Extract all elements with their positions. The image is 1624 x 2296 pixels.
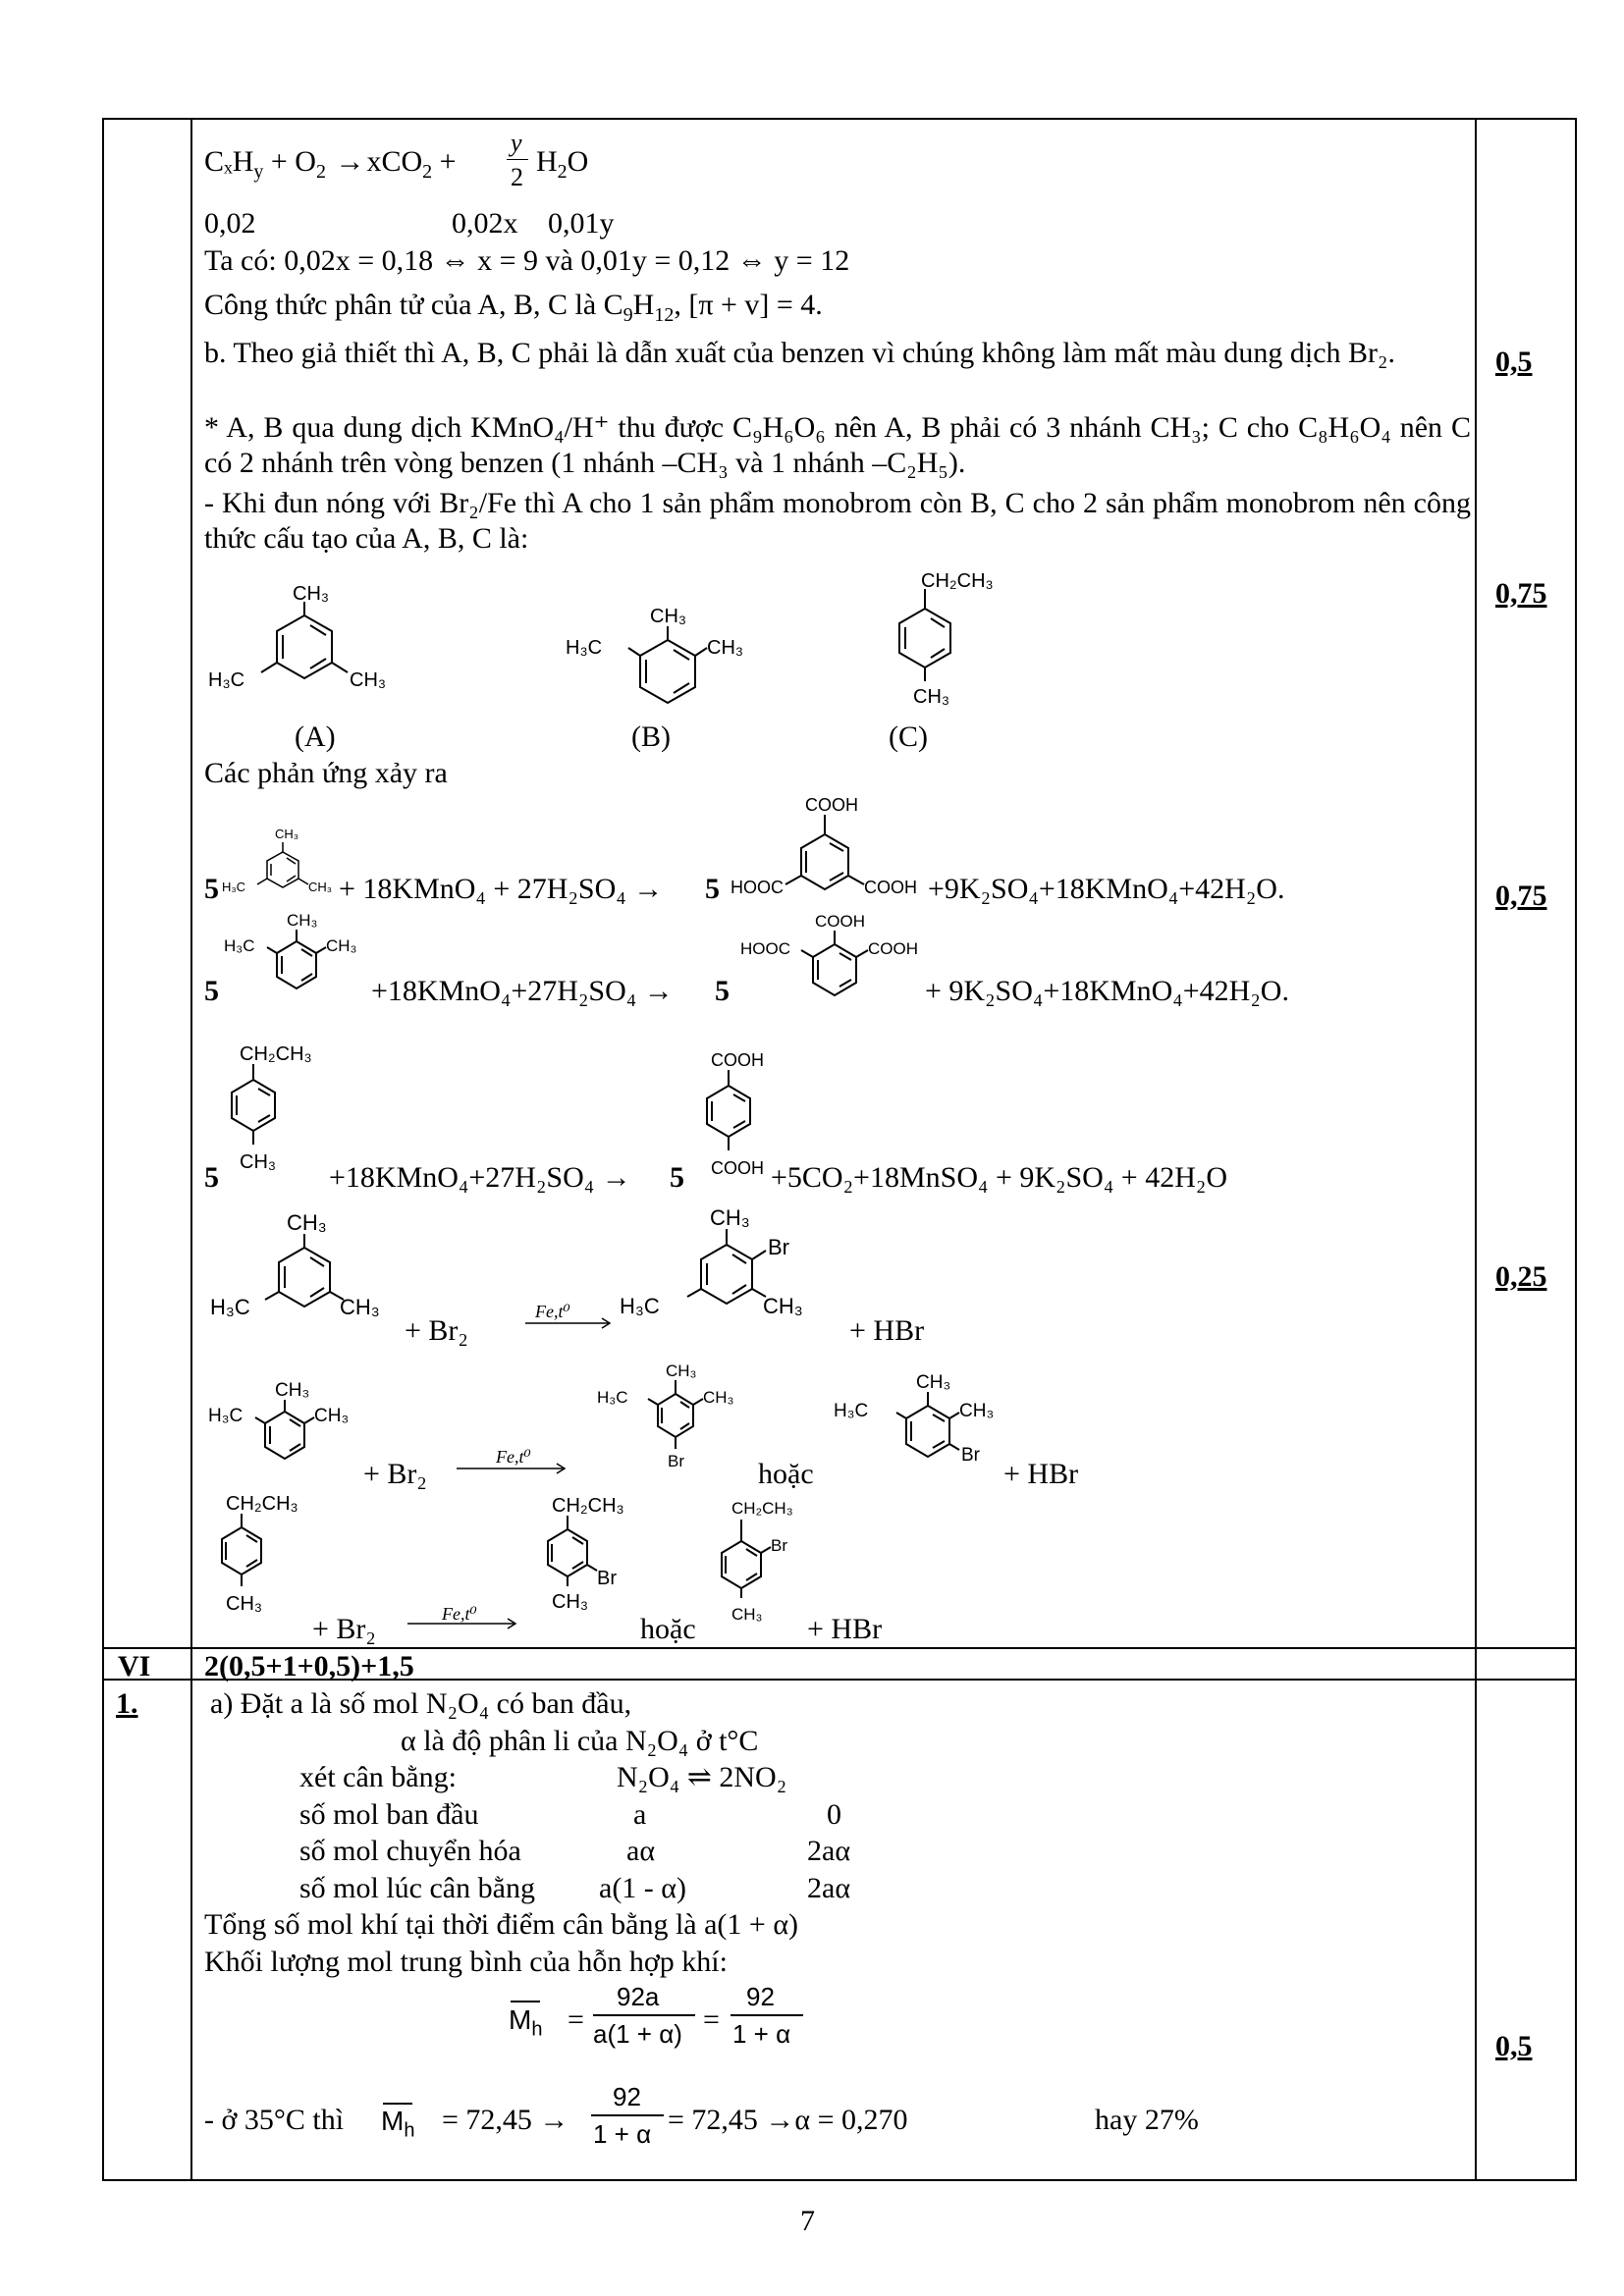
br3-plus: + Br₂ <box>312 1613 376 1645</box>
label-cooh: COOH <box>711 1050 764 1070</box>
row2-label: số mol chuyển hóa <box>299 1835 521 1867</box>
score-3: 0,75 <box>1495 880 1547 912</box>
label-ch3: CH₃ <box>226 1593 263 1615</box>
label-ch3: CH₃ <box>763 1294 803 1318</box>
score-4: 0,25 <box>1495 1260 1547 1293</box>
label-br: Br <box>771 1536 787 1555</box>
last-pre: - ở 35°C thì <box>204 2104 345 2136</box>
row2-a: aα <box>626 1835 656 1867</box>
label-ch3: CH₃ <box>308 880 333 894</box>
page-number: 7 <box>800 2205 815 2237</box>
label-b: (B) <box>631 721 671 753</box>
br2-arrow <box>457 1461 569 1476</box>
section-vi-formula: 2(0,5+1+0,5)+1,5 <box>204 1650 414 1682</box>
label-cooh: COOH <box>864 878 917 897</box>
br1-plus: + Br₂ <box>405 1314 468 1347</box>
structure-c <box>864 560 1021 717</box>
label-ch3: CH₃ <box>707 637 744 659</box>
rx1-mid: + 18KMnO₄ + 27H₂SO₄ → <box>339 873 664 905</box>
label-hooc: HOOC <box>731 878 784 897</box>
ta-co-line: Ta có: 0,02x = 0,18 ⇔ x = 9 và 0,01y = 0,12 ⇔ y = 12 <box>204 244 850 277</box>
label-br: Br <box>768 1235 789 1259</box>
label-ch3: CH₃ <box>314 1406 350 1426</box>
rx3-coef2: 5 <box>670 1161 684 1194</box>
label-h3c: H₃C <box>222 880 246 894</box>
score-2: 0,75 <box>1495 577 1547 610</box>
part2-equilibrium: N₂O₄ ⇌ 2NO₂ <box>617 1761 787 1793</box>
label-ch3: CH₃ <box>350 669 387 691</box>
tong-so-mol: Tổng số mol khí tại thời điểm cân bằng là a(1 + α) <box>204 1908 799 1941</box>
row3-label: số mol lúc cân bằng <box>299 1872 535 1904</box>
rx3-mid: +18KMnO₄+27H₂SO₄ → <box>329 1161 631 1194</box>
br3-hbr: + HBr <box>807 1613 883 1645</box>
rx2-reactant <box>218 908 365 1016</box>
label-h3c: H₃C <box>208 1406 244 1426</box>
label-ch3: CH₃ <box>916 1372 951 1393</box>
question-number: 1. <box>116 1687 138 1720</box>
label-ch3: CH₃ <box>710 1205 750 1230</box>
row1-label: số mol ban đầu <box>299 1798 479 1831</box>
mh-symbol: $M_h$ <box>509 2004 543 2041</box>
label-ch2ch3: CH₂CH₃ <box>240 1043 312 1065</box>
label-h3c: H₃C <box>620 1294 660 1318</box>
para-b: b. Theo giả thiết thì A, B, C phải là dẫn xuất của benzen vì chúng không làm mất màu dung dịch Br₂. <box>204 337 1395 369</box>
label-ch3: CH₃ <box>703 1388 734 1407</box>
section-vi-label: VI <box>118 1650 151 1682</box>
combustion-equation: $C_xH_y + O_2 \to xCO_2$ + <box>204 145 457 183</box>
br2-product-1 <box>589 1343 756 1490</box>
br1-reactant <box>206 1212 403 1340</box>
label-ch2ch3: CH₂CH₃ <box>552 1495 624 1517</box>
mol-3: 0,01y <box>548 207 615 240</box>
col-divider-1 <box>190 120 192 2179</box>
para-star: * A, B qua dung dịch KMnO₄/H⁺ thu được C₉H₆O₆ nên A, B phải có 3 nhánh CH₃; C cho C₈H₆O₄ nên C có 2 nhánh trên vòng benzen (1 nhánh –CH₃ và 1 nhánh –C₂H₅). <box>204 411 1471 479</box>
label-cooh: COOH <box>805 795 858 815</box>
rx2-tail: + 9K₂SO₄+18KMnO₄+42H₂O. <box>925 975 1289 1007</box>
rx1-tail: +9K₂SO₄+18KMnO₄+42H₂O. <box>928 873 1285 905</box>
rx1-coef: 5 <box>204 873 219 905</box>
label-h3c: H₃C <box>597 1388 628 1407</box>
cong-thuc-line: Công thức phân tử của A, B, C là $C_9H_{12}$, [π + v] = 4. <box>204 289 823 326</box>
part2-a1: a) Đặt a là số mol N₂O₄ có ban đầu, <box>210 1687 632 1720</box>
part2-xet: xét cân bằng: <box>299 1761 457 1793</box>
last-pct: hay 27% <box>1095 2104 1199 2136</box>
br1-hbr: + HBr <box>849 1314 925 1347</box>
rx2-product <box>727 893 943 1021</box>
row1-b: 0 <box>827 1798 841 1831</box>
label-ch3: CH₃ <box>326 936 357 955</box>
row3-b: 2aα <box>807 1872 851 1904</box>
br2-hoac: hoặc <box>758 1458 814 1490</box>
f1-den: a(1 + α) <box>593 2019 682 2049</box>
label-h3c: H₃C <box>566 637 603 659</box>
br3-arrow <box>407 1616 520 1631</box>
last-eq: = 72,45 → <box>442 2104 569 2136</box>
mol-1: 0,02 <box>204 207 256 240</box>
br3-reactant <box>208 1490 326 1647</box>
rx1-reactant <box>218 825 346 913</box>
label-br: Br <box>597 1568 617 1589</box>
last-mh: $M_h$ <box>381 2106 415 2142</box>
label-ch3: CH₃ <box>340 1295 380 1319</box>
mh-equals-1: = <box>568 2003 584 2036</box>
rx2-mid: +18KMnO₄+27H₂SO₄ → <box>371 975 674 1007</box>
label-cooh: COOH <box>815 912 865 931</box>
label-ch3: CH₃ <box>959 1401 995 1421</box>
label-ch3: CH₃ <box>275 827 299 841</box>
br1-cond: Fe,t⁰ <box>535 1302 570 1321</box>
label-ch3: CH₃ <box>293 583 330 605</box>
br2-reactant <box>206 1374 373 1482</box>
br2-cond: Fe,t⁰ <box>496 1447 531 1467</box>
label-h3c: H₃C <box>210 1295 250 1319</box>
label-a: (A) <box>295 721 336 753</box>
label-h3c: H₃C <box>208 669 245 691</box>
label-br: Br <box>961 1445 980 1466</box>
br2-plus: + Br₂ <box>363 1458 427 1490</box>
f2-num: 92 <box>746 1982 775 2011</box>
br1-product <box>614 1190 839 1337</box>
khoi-luong-mol: Khối lượng mol trung bình của hỗn hợp khí: <box>204 1946 728 1978</box>
label-ch2ch3: CH₂CH₃ <box>921 570 994 592</box>
rx3-reactant <box>218 1041 346 1198</box>
last-mid: = 72,45 →α = 0,270 <box>668 2104 908 2136</box>
frac-y-num: y <box>511 129 522 157</box>
label-ch3: CH₃ <box>666 1362 697 1380</box>
row2-b: 2aα <box>807 1835 851 1867</box>
col-divider-2 <box>1475 120 1477 2179</box>
br1-arrow <box>525 1315 614 1331</box>
structure-b <box>560 599 776 717</box>
structure-a <box>206 584 403 712</box>
label-c: (C) <box>889 721 928 753</box>
label-ch3: CH₃ <box>731 1605 763 1624</box>
score-1: 0,5 <box>1495 346 1533 378</box>
label-ch3: CH₃ <box>913 686 950 708</box>
para-dash: - Khi đun nóng với Br₂/Fe thì A cho 1 sản phẩm monobrom còn B, C cho 2 sản phẩm monobrom nên công thức cấu tạo của A, B, C là: <box>204 487 1471 555</box>
last-f-num: 92 <box>613 2082 641 2111</box>
label-ch2ch3: CH₂CH₃ <box>226 1493 298 1515</box>
last-f-den: 1 + α <box>593 2119 652 2149</box>
rx1-coef2: 5 <box>705 873 720 905</box>
rx2-coef: 5 <box>204 975 219 1007</box>
label-h3c: H₃C <box>224 936 255 955</box>
mol-2: 0,02x <box>452 207 518 240</box>
f2-den: 1 + α <box>732 2019 791 2049</box>
label-ch3: CH₃ <box>552 1591 589 1613</box>
label-ch2ch3: CH₂CH₃ <box>731 1499 793 1518</box>
label-ch3: CH₃ <box>275 1380 310 1401</box>
br2-product-2 <box>830 1364 1016 1482</box>
rx2-coef2: 5 <box>715 975 730 1007</box>
label-ch3: CH₃ <box>287 1210 327 1235</box>
mh-equals-2: = <box>703 2003 720 2036</box>
br3-cond: Fe,t⁰ <box>442 1604 477 1624</box>
br3-product-1 <box>530 1492 658 1649</box>
rx3-coef: 5 <box>204 1161 219 1194</box>
rx3-tail: +5CO₂+18MnSO₄ + 9K₂SO₄ + 42H₂O <box>771 1161 1228 1194</box>
row1-a: a <box>633 1798 647 1831</box>
br3-hoac: hoặc <box>640 1613 696 1645</box>
label-ch3: CH₃ <box>287 911 318 930</box>
label-ch3: CH₃ <box>240 1151 277 1173</box>
f1-num: 92a <box>617 1982 660 2011</box>
cac-phan-ung: Các phản ứng xảy ra <box>204 757 448 789</box>
label-h3c: H₃C <box>834 1401 869 1421</box>
score-5: 0,5 <box>1495 2030 1533 2062</box>
row3-a: a(1 - α) <box>599 1872 687 1904</box>
frac-y-den: 2 <box>511 163 523 191</box>
label-hooc: HOOC <box>740 939 790 958</box>
label-cooh: COOH <box>711 1158 764 1178</box>
label-br: Br <box>668 1452 684 1470</box>
label-ch3: CH₃ <box>650 606 687 627</box>
label-cooh: COOH <box>868 939 918 958</box>
part2-a2: α là độ phân li của N₂O₄ ở t°C <box>401 1725 759 1757</box>
combustion-h2o: $H_2O$ <box>536 145 589 183</box>
br2-hbr: + HBr <box>1003 1458 1079 1490</box>
